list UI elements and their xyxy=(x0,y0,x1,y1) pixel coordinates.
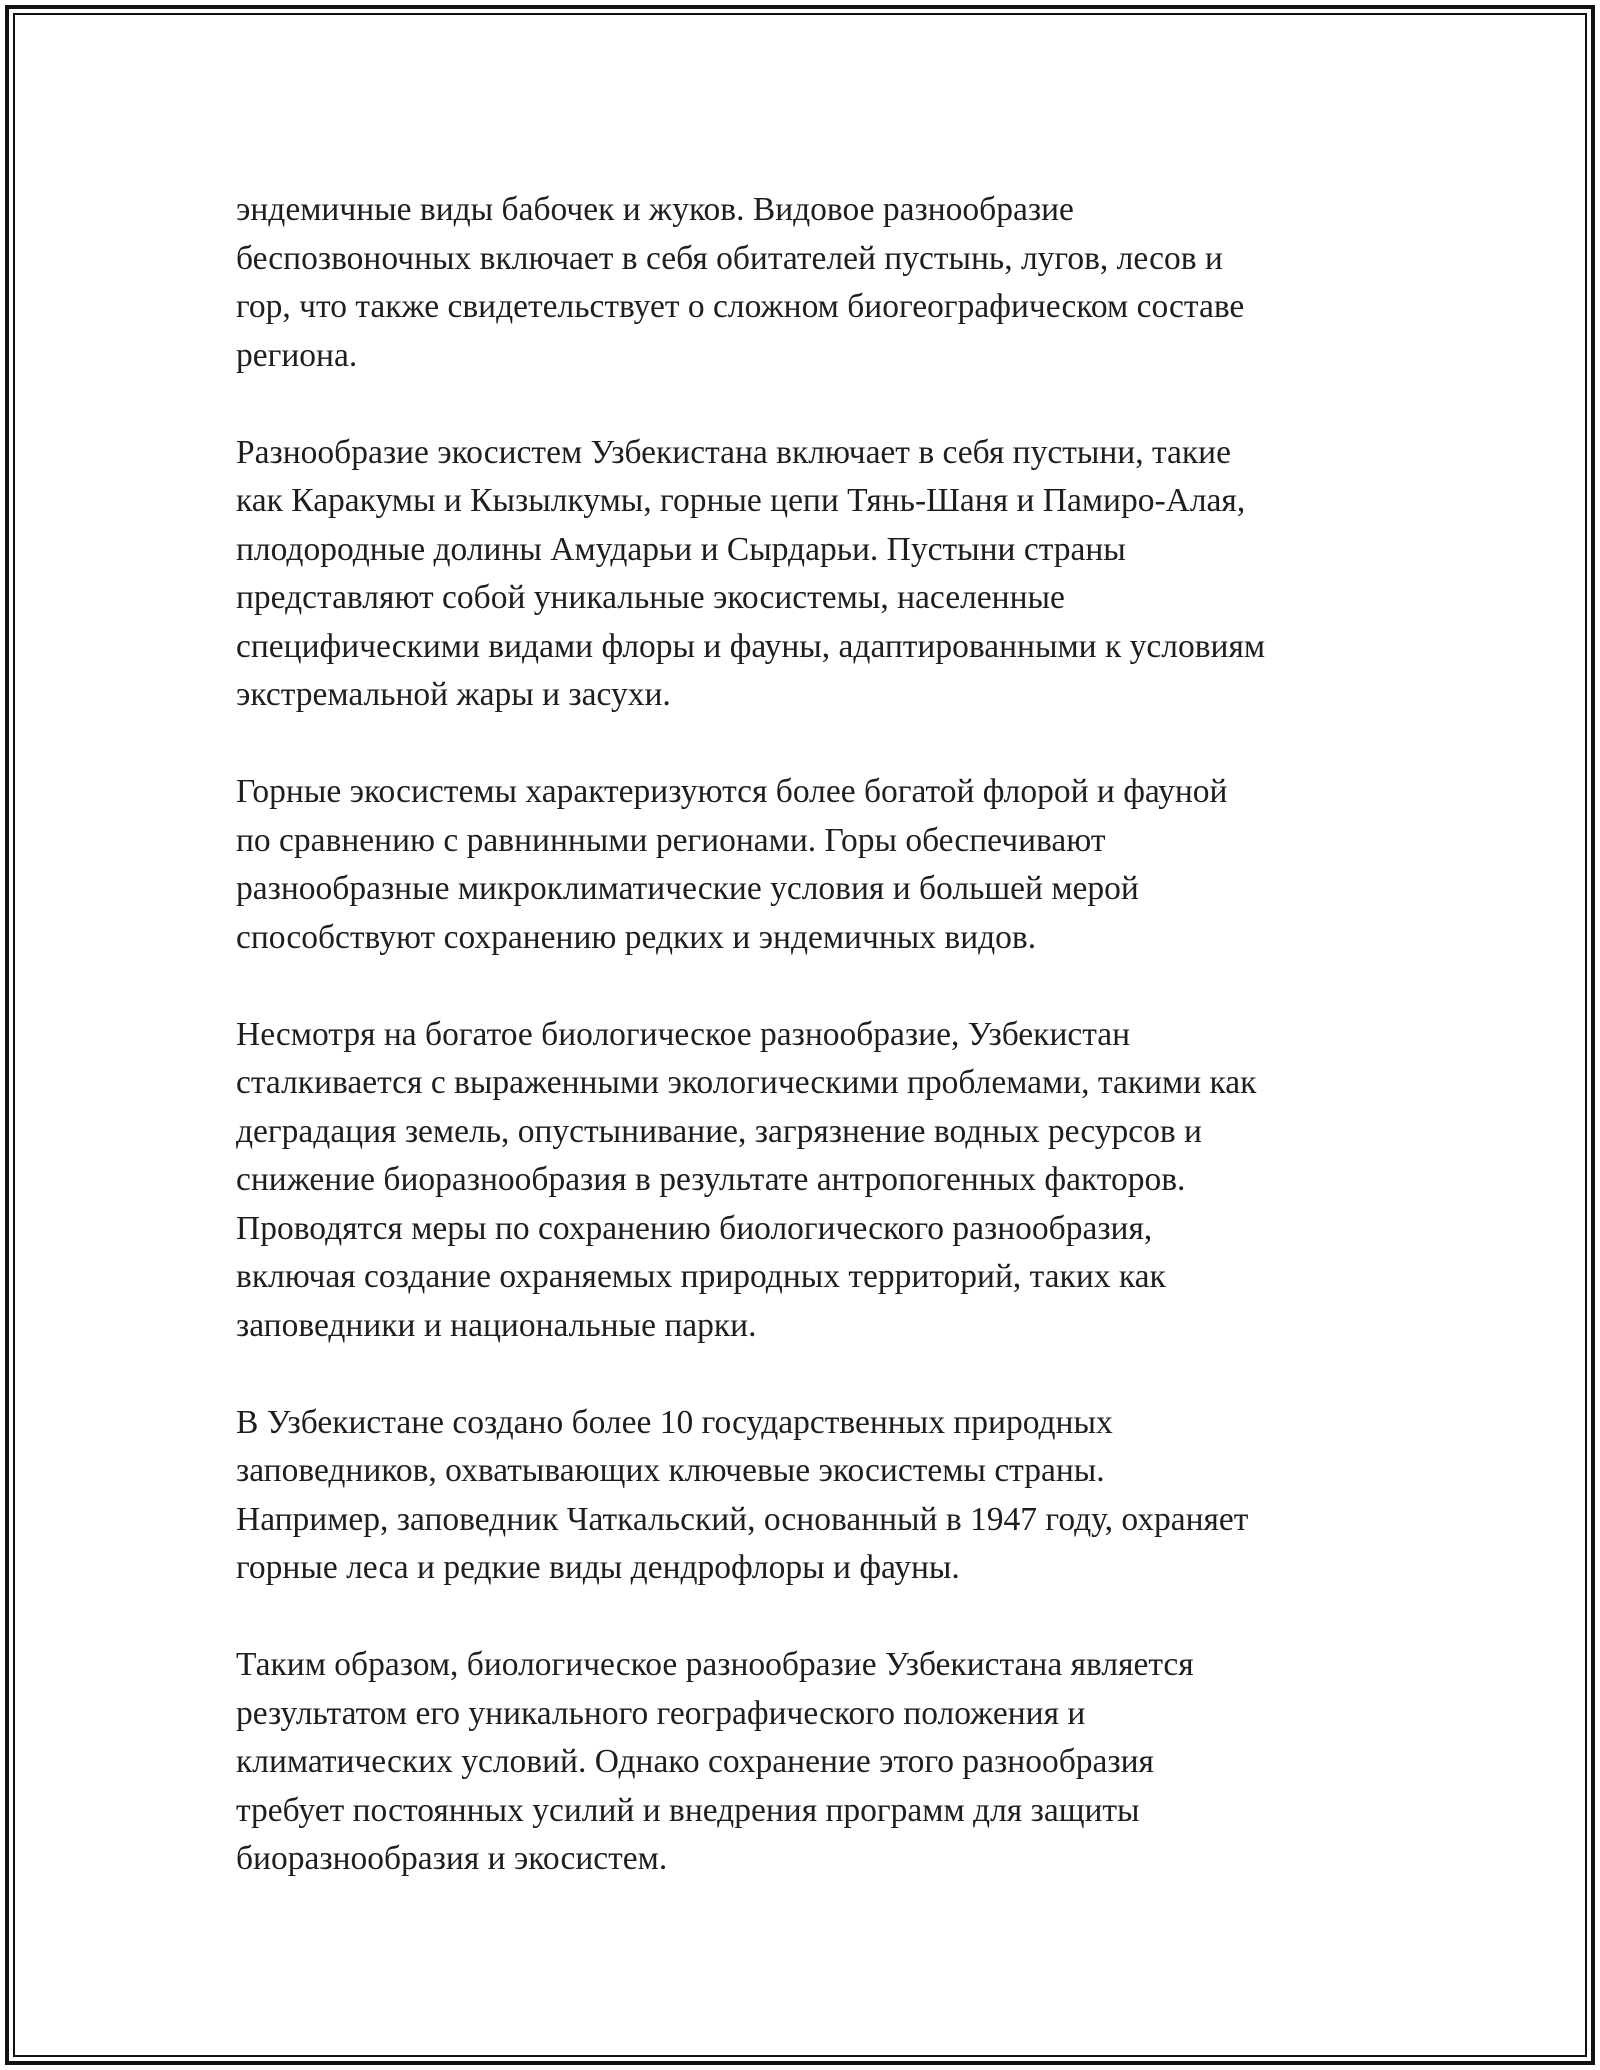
paragraph-mountain-ecosystems xyxy=(236,768,1386,962)
text-line: горные леса и редкие виды дендрофлоры и фауны. xyxy=(236,1549,960,1586)
text-line: экстремальной жары и засухи. xyxy=(236,676,671,713)
text-line: сталкивается с выраженными экологическими проблемами, такими как xyxy=(236,1064,1257,1101)
text-line: результатом его уникального географического положения и xyxy=(236,1694,1086,1732)
text-line: региона. xyxy=(236,336,358,374)
text-line: эндемичные виды бабочек и жуков. Видовое разнообразие xyxy=(236,191,1074,228)
document-body xyxy=(236,186,1386,1932)
text-line: Горные экосистемы характеризуются более богатой флорой и фауной xyxy=(236,773,1228,810)
text-line: включая создание охраняемых природных территорий, таких как xyxy=(236,1258,1166,1295)
text-line: Проводятся меры по сохранению биологического разнообразия, xyxy=(236,1209,1153,1247)
paragraph-ecological-problems xyxy=(236,1011,1386,1351)
text-line: заповедников, охватывающих ключевые экосистемы страны. xyxy=(236,1452,1105,1489)
text-line: В Узбекистане создано более 10 государственных природных xyxy=(236,1403,1113,1441)
text-line: как Каракумы и Кызылкумы, горные цепи Тянь-Шаня и Памиро-Алая, xyxy=(236,482,1246,519)
text-line: способствуют сохранению редких и эндемичных видов. xyxy=(236,918,1037,956)
text-line: плодородные долины Амударьи и Сырдарьи. Пустыни страны xyxy=(236,530,1126,568)
text-line: снижение биоразнообразия в результате антропогенных факторов. xyxy=(236,1161,1186,1198)
text-line: беспозвоночных включает в себя обитателей пустынь, лугов, лесов и xyxy=(236,239,1223,277)
text-line: требует постоянных усилий и внедрения программ для защиты xyxy=(236,1791,1140,1829)
text-line: Например, заповедник Чаткальский, основанный в 1947 году, охраняет xyxy=(236,1500,1249,1538)
text-line: заповедники и национальные парки. xyxy=(236,1306,757,1344)
text-line: специфическими видами флоры и фауны, адаптированными к условиям xyxy=(236,627,1266,665)
paragraph-invertebrates xyxy=(236,186,1386,380)
text-line: Таким образом, биологическое разнообразие Узбекистана является xyxy=(236,1646,1194,1683)
text-line: деградация земель, опустынивание, загрязнение водных ресурсов и xyxy=(236,1112,1202,1150)
text-line: представляют собой уникальные экосистемы, населенные xyxy=(236,579,1065,616)
text-line: по сравнению с равнинными регионами. Горы обеспечивают xyxy=(236,821,1106,859)
paragraph-ecosystems xyxy=(236,429,1386,720)
text-line: разнообразные микроклиматические условия и большей мерой xyxy=(236,870,1139,907)
paragraph-reserves xyxy=(236,1399,1386,1593)
paragraph-conclusion xyxy=(236,1641,1386,1884)
text-line: гор, что также свидетельствует о сложном биогеографическом составе xyxy=(236,288,1245,325)
text-line: климатических условий. Однако сохранение этого разнообразия xyxy=(236,1743,1154,1780)
text-line: биоразнообразия и экосистем. xyxy=(236,1840,668,1877)
text-line: Несмотря на богатое биологическое разнообразие, Узбекистан xyxy=(236,1015,1131,1053)
text-line: Разнообразие экосистем Узбекистана включает в себя пустыни, такие xyxy=(236,433,1231,471)
